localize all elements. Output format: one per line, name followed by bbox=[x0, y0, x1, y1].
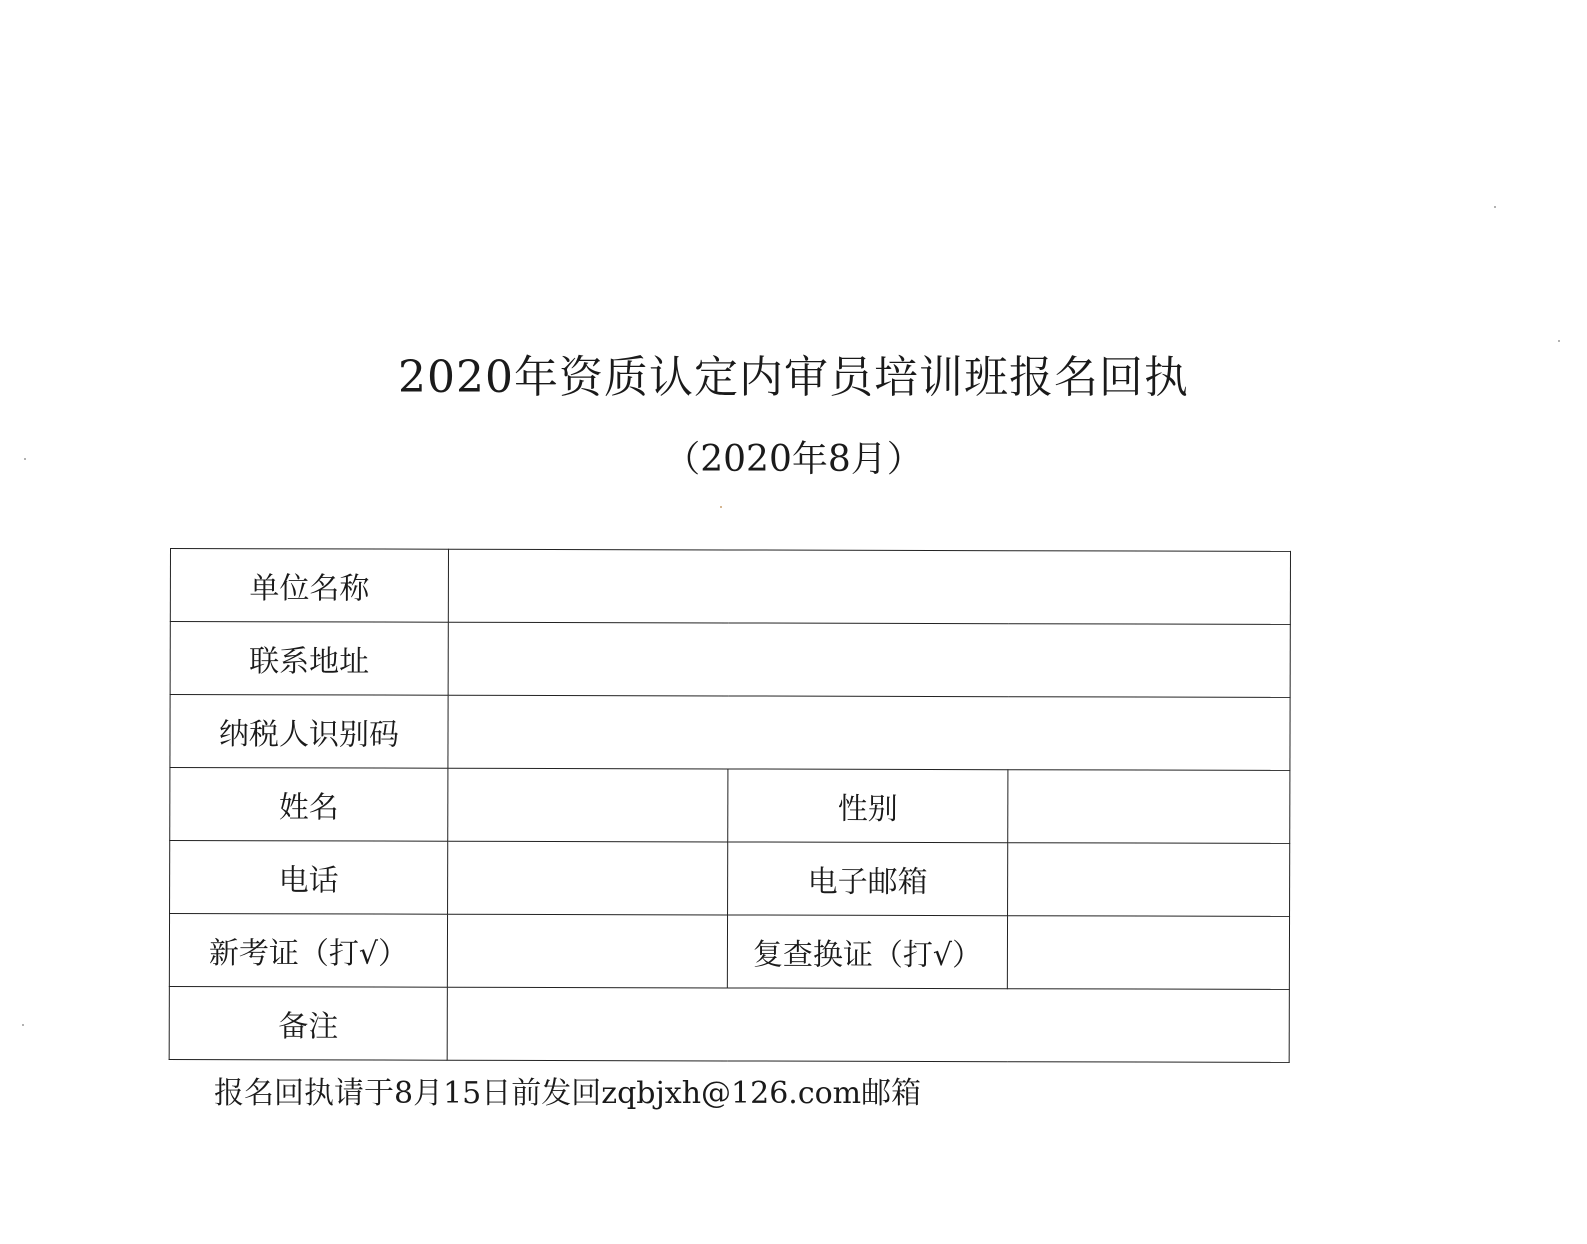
remarks-field[interactable] bbox=[447, 987, 1289, 1062]
form-row-unit-name bbox=[170, 549, 1290, 625]
remarks-label: 备注 bbox=[169, 986, 447, 1060]
form-row-address bbox=[170, 622, 1290, 698]
address-label: 联系地址 bbox=[170, 622, 448, 696]
form-row-taxpayer-id bbox=[170, 695, 1290, 771]
form-row-name-gender bbox=[170, 768, 1290, 844]
phone-field[interactable] bbox=[448, 841, 728, 915]
form-row-certificate bbox=[169, 914, 1289, 990]
unit-name-label: 单位名称 bbox=[170, 549, 448, 623]
new-cert-checkbox-cell[interactable] bbox=[447, 914, 727, 988]
form-row-remarks bbox=[169, 986, 1289, 1062]
renewal-checkbox-cell[interactable] bbox=[1007, 916, 1289, 990]
document-subtitle: （2020年8月） bbox=[664, 439, 923, 480]
scan-speck bbox=[1494, 206, 1496, 208]
taxpayer-id-label: 纳税人识别码 bbox=[170, 695, 448, 769]
scan-speck bbox=[1558, 340, 1560, 342]
scan-speck bbox=[22, 1024, 24, 1026]
phone-label: 电话 bbox=[170, 841, 448, 915]
email-label: 电子邮箱 bbox=[728, 842, 1008, 916]
registration-form-table bbox=[169, 548, 1291, 1063]
scan-speck bbox=[720, 506, 722, 508]
gender-field[interactable] bbox=[1008, 770, 1290, 844]
submission-note: 报名回执请于8月15日前发回zqbjxh@126.com邮箱 bbox=[214, 1076, 922, 1111]
form-row-phone-email bbox=[170, 841, 1290, 917]
new-cert-label: 新考证（打√） bbox=[169, 914, 447, 988]
address-field[interactable] bbox=[448, 622, 1290, 697]
taxpayer-id-field[interactable] bbox=[448, 695, 1290, 770]
email-field[interactable] bbox=[1008, 843, 1290, 917]
name-label: 姓名 bbox=[170, 768, 448, 842]
document-title: 2020年资质认定内审员培训班报名回执 bbox=[398, 352, 1189, 403]
unit-name-field[interactable] bbox=[448, 549, 1290, 624]
renewal-label: 复查换证（打√） bbox=[727, 915, 1007, 989]
gender-label: 性别 bbox=[728, 769, 1008, 843]
name-field[interactable] bbox=[448, 768, 728, 842]
